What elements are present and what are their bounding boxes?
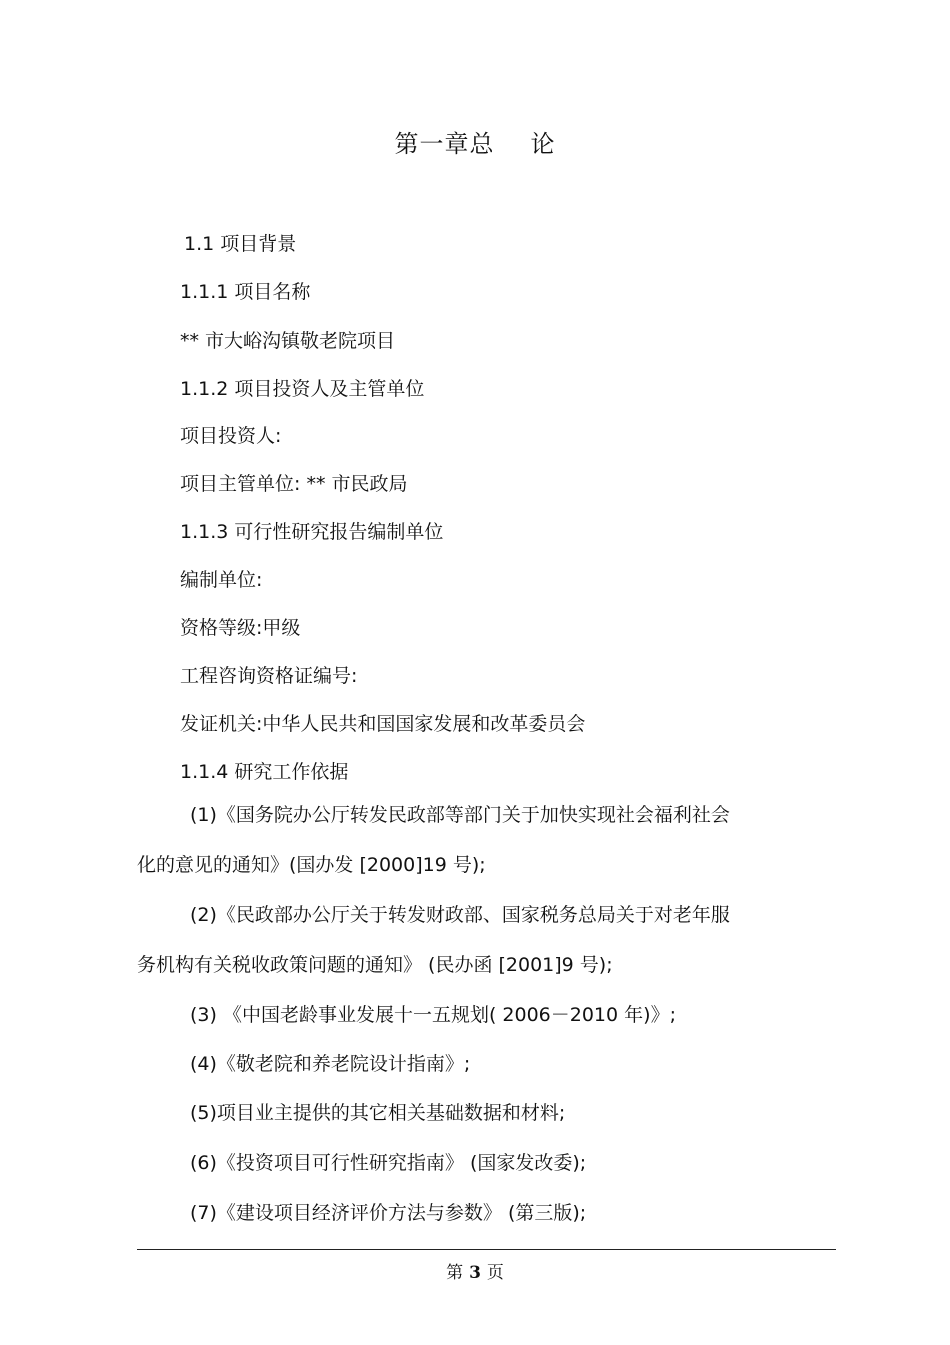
- paragraph-line: 项目投资人:: [180, 425, 282, 447]
- list-item: (5)项目业主提供的其它相关基础数据和材料;: [190, 1102, 566, 1124]
- page-footer: [0, 1258, 950, 1283]
- paragraph-line: 编制单位:: [180, 569, 263, 591]
- paragraph-line: 资格等级:甲级: [180, 617, 301, 639]
- list-item: (1)《国务院办公厅转发民政部等部门关于加快实现社会福利社会: [190, 804, 730, 826]
- list-item-continuation: 化的意见的通知》(国办发 [2000]19 号);: [137, 854, 486, 876]
- subsection-heading: 1.1.2 项目投资人及主管单位: [180, 378, 425, 400]
- subsection-heading: 1.1.3 可行性研究报告编制单位: [180, 521, 444, 543]
- chapter-title-part2: 论: [530, 130, 556, 158]
- paragraph-line: 项目主管单位: ** 市民政局: [180, 473, 408, 495]
- list-item: (7)《建设项目经济评价方法与参数》 (第三版);: [190, 1202, 587, 1224]
- section-heading: 1.1 项目背景: [184, 233, 297, 255]
- footer-divider: [137, 1249, 836, 1250]
- subsection-heading: 1.1.1 项目名称: [180, 281, 311, 303]
- page-number-suffix: 页: [486, 1263, 504, 1283]
- paragraph-line: 工程咨询资格证编号:: [180, 665, 358, 687]
- list-item: (4)《敬老院和养老院设计指南》;: [190, 1053, 471, 1075]
- page-number: 3: [469, 1263, 481, 1283]
- paragraph-line: 发证机关:中华人民共和国国家发展和改革委员会: [180, 713, 586, 735]
- list-item: (3) 《中国老龄事业发展十一五规划( 2006－2010 年)》;: [190, 1004, 676, 1026]
- list-item: (6)《投资项目可行性研究指南》 (国家发改委);: [190, 1152, 587, 1174]
- subsection-heading: 1.1.4 研究工作依据: [180, 761, 349, 783]
- list-item-continuation: 务机构有关税收政策问题的通知》 (民办函 [2001]9 号);: [137, 954, 613, 976]
- chapter-title: [0, 124, 950, 159]
- page-number-prefix: 第: [446, 1263, 464, 1283]
- chapter-title-part1: 第一章总: [394, 130, 495, 158]
- paragraph-line: ** 市大峪沟镇敬老院项目: [180, 330, 396, 352]
- list-item: (2)《民政部办公厅关于转发财政部、国家税务总局关于对老年服: [190, 904, 730, 926]
